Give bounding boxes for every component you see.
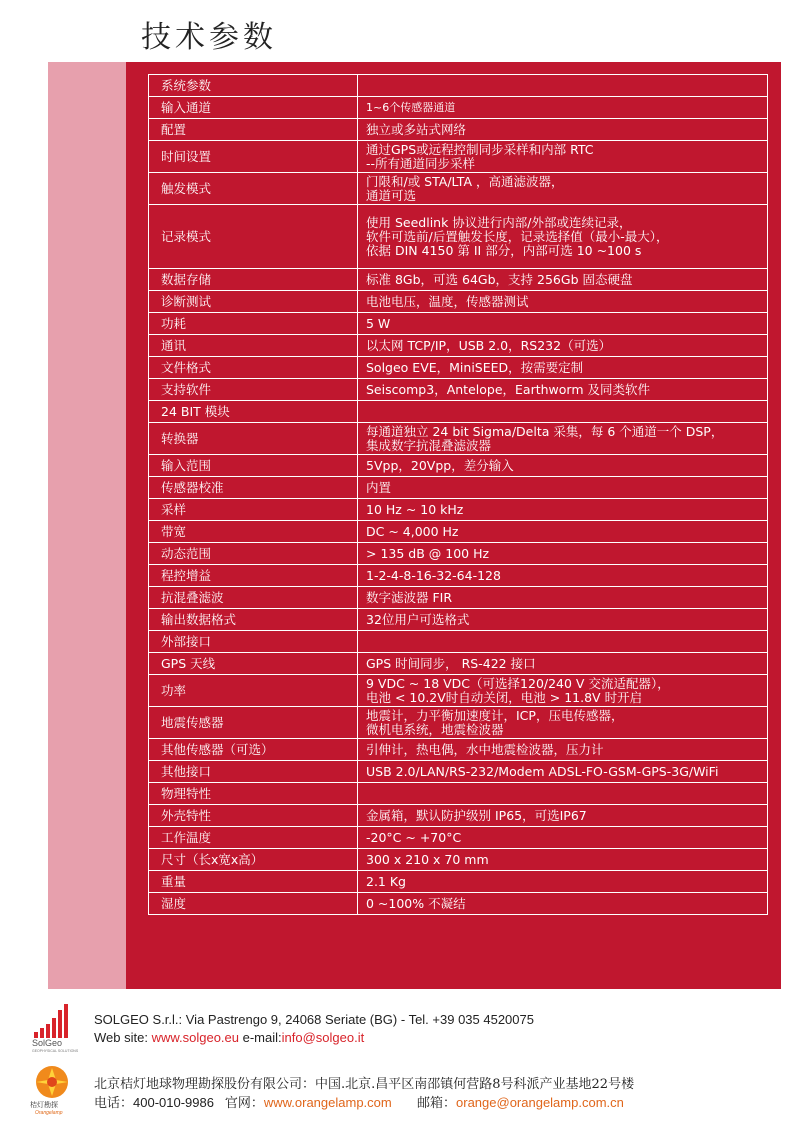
spec-section-row bbox=[149, 75, 768, 97]
spec-label: 湿度 bbox=[149, 893, 358, 915]
solgeo-web-link[interactable]: www.solgeo.eu bbox=[151, 1030, 240, 1045]
spec-row bbox=[149, 893, 768, 915]
spec-label: 抗混叠滤波 bbox=[149, 587, 358, 609]
spec-row bbox=[149, 205, 768, 269]
spec-label: GPS 天线 bbox=[149, 653, 358, 675]
spec-value: 1~6个传感器通道 bbox=[358, 97, 768, 119]
spec-label: 功率 bbox=[149, 675, 358, 707]
spec-row bbox=[149, 173, 768, 205]
spec-value: 数字滤波器 FIR bbox=[358, 587, 768, 609]
spec-value: > 135 dB @ 100 Hz bbox=[358, 543, 768, 565]
spec-label: 功耗 bbox=[149, 313, 358, 335]
spec-label: 物理特性 bbox=[149, 783, 358, 805]
solgeo-email-link[interactable]: info@solgeo.it bbox=[281, 1030, 365, 1045]
spec-row bbox=[149, 849, 768, 871]
spec-label: 支持软件 bbox=[149, 379, 358, 401]
spec-label: 尺寸（长x宽x高） bbox=[149, 849, 358, 871]
spec-row bbox=[149, 587, 768, 609]
page-title: 技术参数 bbox=[141, 20, 277, 55]
spec-table bbox=[148, 74, 768, 915]
solgeo-email-label: e-mail: bbox=[239, 1030, 282, 1045]
spec-label: 输入范围 bbox=[149, 455, 358, 477]
spec-row bbox=[149, 119, 768, 141]
spec-value: 5Vpp，20Vpp，差分输入 bbox=[358, 455, 768, 477]
spec-row bbox=[149, 609, 768, 631]
spec-label: 重量 bbox=[149, 871, 358, 893]
spec-row bbox=[149, 335, 768, 357]
spec-row bbox=[149, 97, 768, 119]
orangelamp-phone: 400-010-9986 bbox=[133, 1095, 214, 1110]
spec-label: 其他传感器（可选） bbox=[149, 739, 358, 761]
spec-label: 配置 bbox=[149, 119, 358, 141]
spec-row bbox=[149, 805, 768, 827]
spec-row bbox=[149, 653, 768, 675]
spec-row bbox=[149, 379, 768, 401]
spec-label: 24 BIT 模块 bbox=[149, 401, 358, 423]
spec-value: Solgeo EVE，MiniSEED，按需要定制 bbox=[358, 357, 768, 379]
solgeo-address: SOLGEO S.r.l.: Via Pastrengo 9, 24068 Seriate (BG) - Tel. +39 035 4520075 bbox=[94, 1012, 534, 1027]
spec-table-body bbox=[149, 75, 768, 915]
spec-label: 触发模式 bbox=[149, 173, 358, 205]
spec-label: 工作温度 bbox=[149, 827, 358, 849]
spec-value: 电池电压，温度，传感器测试 bbox=[358, 291, 768, 313]
spec-section-row bbox=[149, 631, 768, 653]
spec-value bbox=[358, 631, 768, 653]
solgeo-logo-subtitle: GEOPHYSICAL SOLUTIONS bbox=[32, 1049, 79, 1053]
orangelamp-contact-line bbox=[94, 1092, 624, 1111]
spec-row bbox=[149, 675, 768, 707]
spec-value bbox=[358, 75, 768, 97]
spec-value: 5 W bbox=[358, 313, 768, 335]
spec-label: 动态范围 bbox=[149, 543, 358, 565]
spec-label: 转换器 bbox=[149, 423, 358, 455]
spec-label: 程控增益 bbox=[149, 565, 358, 587]
spec-label: 输入通道 bbox=[149, 97, 358, 119]
spec-value: 内置 bbox=[358, 477, 768, 499]
spec-value: 门限和/或 STA/LTA ，高通滤波器， 通道可选 bbox=[358, 173, 768, 205]
orangelamp-logo-icon bbox=[34, 1064, 70, 1100]
spec-value: 使用 Seedlink 协议进行内部/外部或连续记录， 软件可选前/后置触发长度，记录选择值（最小-最大）， 依据 DIN 4150 第 II 部分，内部可选 10 ~100 s bbox=[358, 205, 768, 269]
spec-value bbox=[358, 401, 768, 423]
solgeo-web-label: Web site: bbox=[94, 1030, 152, 1045]
spec-label: 外部接口 bbox=[149, 631, 358, 653]
spec-value: GPS 时间同步， RS-422 接口 bbox=[358, 653, 768, 675]
spec-row bbox=[149, 739, 768, 761]
spec-value: 每通道独立 24 bit Sigma/Delta 采集，每 6 个通道一个 DSP， 集成数字抗混叠滤波器 bbox=[358, 423, 768, 455]
orangelamp-logo-english: Orangelamp bbox=[35, 1110, 63, 1116]
spec-row bbox=[149, 871, 768, 893]
spec-row bbox=[149, 141, 768, 173]
spec-value: 地震计，力平衡加速度计，ICP，压电传感器， 微机电系统，地震检波器 bbox=[358, 707, 768, 739]
spec-row bbox=[149, 313, 768, 335]
spec-value: USB 2.0/LAN/RS-232/Modem ADSL-FO-GSM-GPS-3G/WiFi bbox=[358, 761, 768, 783]
spec-value: -20°C ~ +70°C bbox=[358, 827, 768, 849]
spec-value: Seiscomp3，Antelope，Earthworm 及同类软件 bbox=[358, 379, 768, 401]
spec-value: 32位用户可选格式 bbox=[358, 609, 768, 631]
spec-label: 文件格式 bbox=[149, 357, 358, 379]
spec-value: 通过GPS或远程控制同步采样和内部 RTC --所有通道同步采样 bbox=[358, 141, 768, 173]
decorative-side-band bbox=[48, 62, 126, 989]
spec-value: 2.1 Kg bbox=[358, 871, 768, 893]
spec-label: 外壳特性 bbox=[149, 805, 358, 827]
spec-row bbox=[149, 521, 768, 543]
spec-label: 系统参数 bbox=[149, 75, 358, 97]
spec-row bbox=[149, 357, 768, 379]
spec-value bbox=[358, 783, 768, 805]
spec-label: 输出数据格式 bbox=[149, 609, 358, 631]
spec-section-row bbox=[149, 401, 768, 423]
spec-value: 0 ~100% 不凝结 bbox=[358, 893, 768, 915]
solgeo-logo-name: SolGeo bbox=[32, 1038, 63, 1048]
spec-label: 其他接口 bbox=[149, 761, 358, 783]
spec-value: 引伸计，热电偶，水中地震检波器，压力计 bbox=[358, 739, 768, 761]
spec-row bbox=[149, 543, 768, 565]
spec-label: 传感器校准 bbox=[149, 477, 358, 499]
spec-label: 数据存储 bbox=[149, 269, 358, 291]
spec-value: 以太网 TCP/IP，USB 2.0，RS232（可选） bbox=[358, 335, 768, 357]
solgeo-contact-line bbox=[94, 1030, 364, 1045]
spec-row bbox=[149, 291, 768, 313]
orangelamp-phone-label: 电话： bbox=[94, 1095, 134, 1110]
spec-label: 采样 bbox=[149, 499, 358, 521]
orangelamp-email-link[interactable]: orange@orangelamp.com.cn bbox=[456, 1095, 624, 1110]
spec-value: 9 VDC ~ 18 VDC（可选择120/240 V 交流适配器）， 电池 < 10.2V时自动关闭，电池 > 11.8V 时开启 bbox=[358, 675, 768, 707]
spec-row bbox=[149, 565, 768, 587]
spec-value: 1-2-4-8-16-32-64-128 bbox=[358, 565, 768, 587]
spec-label: 带宽 bbox=[149, 521, 358, 543]
spec-label: 记录模式 bbox=[149, 205, 358, 269]
spec-row bbox=[149, 455, 768, 477]
spec-label: 通讯 bbox=[149, 335, 358, 357]
orangelamp-email-label: 邮箱： bbox=[391, 1095, 457, 1110]
spec-row bbox=[149, 761, 768, 783]
spec-label: 诊断测试 bbox=[149, 291, 358, 313]
spec-label: 时间设置 bbox=[149, 141, 358, 173]
spec-value: DC ~ 4,000 Hz bbox=[358, 521, 768, 543]
spec-row bbox=[149, 499, 768, 521]
spec-row bbox=[149, 269, 768, 291]
spec-row bbox=[149, 423, 768, 455]
orangelamp-logo-name: 桔灯勘探 bbox=[30, 1101, 58, 1109]
spec-value: 标准 8Gb，可选 64Gb，支持 256Gb 固态硬盘 bbox=[358, 269, 768, 291]
orangelamp-web-label: 官网： bbox=[213, 1095, 264, 1110]
spec-section-row bbox=[149, 783, 768, 805]
spec-row bbox=[149, 707, 768, 739]
orangelamp-web-link[interactable]: www.orangelamp.com bbox=[263, 1095, 392, 1110]
spec-value: 独立或多站式网络 bbox=[358, 119, 768, 141]
spec-row bbox=[149, 477, 768, 499]
spec-label: 地震传感器 bbox=[149, 707, 358, 739]
spec-value: 300 x 210 x 70 mm bbox=[358, 849, 768, 871]
spec-value: 10 Hz ~ 10 kHz bbox=[358, 499, 768, 521]
spec-value: 金属箱，默认防护级别 IP65，可选IP67 bbox=[358, 805, 768, 827]
spec-row bbox=[149, 827, 768, 849]
orangelamp-company-address: 北京桔灯地球物理勘探股份有限公司：中国.北京.昌平区南邵镇何营路8号科派产业基地22号楼 bbox=[94, 1077, 635, 1092]
